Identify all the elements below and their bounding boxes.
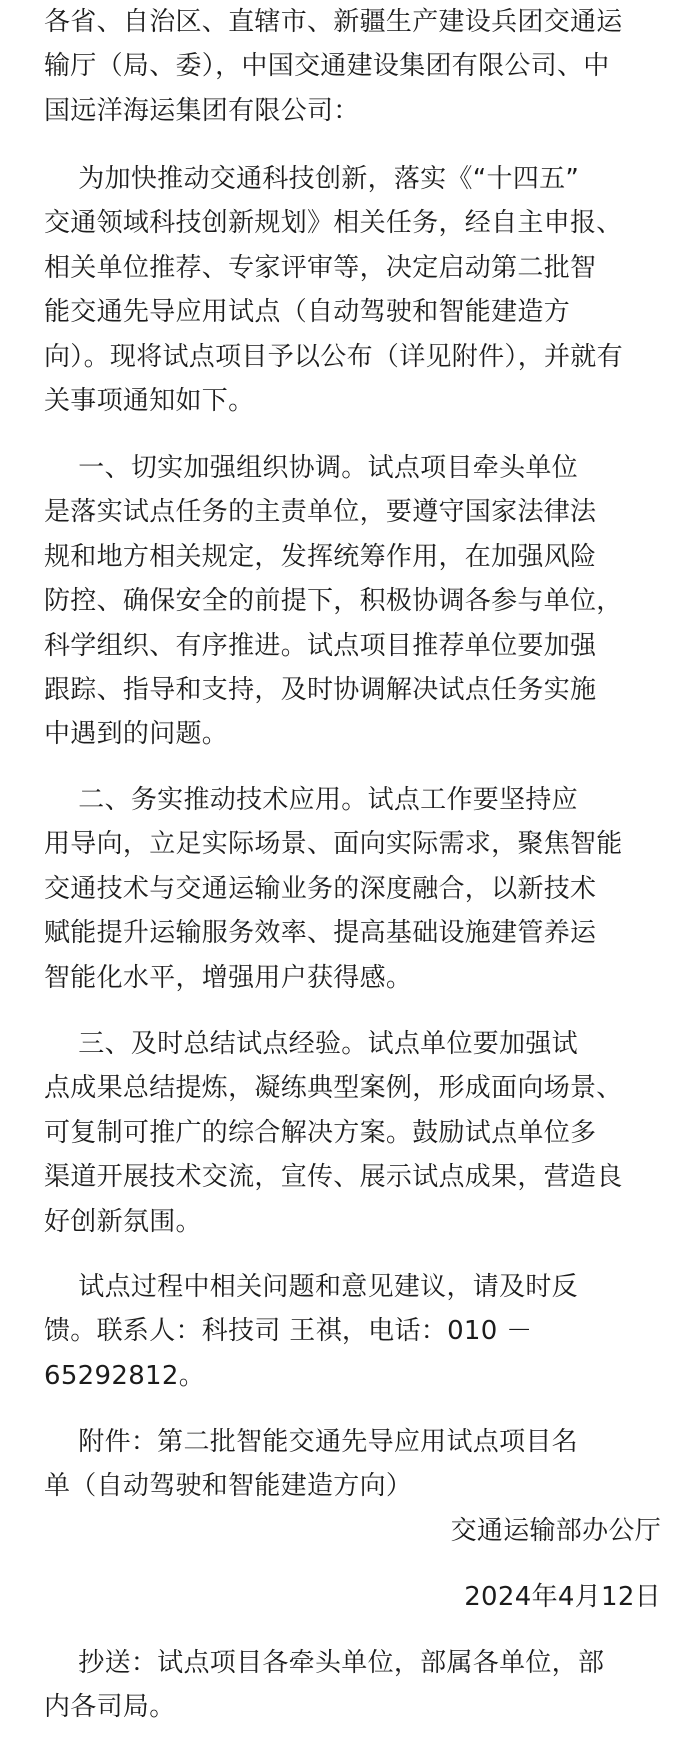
contact-line: 馈。联系人：科技司 王祺，电话：010 － — [44, 1316, 533, 1347]
attachment-line: 单（自动驾驶和智能建造方向） — [44, 1471, 413, 1502]
item-one-line: 防控、确保安全的前提下，积极协调各参与单位， — [44, 586, 623, 617]
item-three-line: 好创新氛围。 — [44, 1206, 202, 1237]
item-three-line: 渠道开展技术交流，宣传、展示试点成果，营造良 — [44, 1162, 623, 1193]
intro-line: 为加快推动交通科技创新，落实《“十四五” — [44, 164, 580, 194]
item-three-line: 可复制可推广的综合解决方案。鼓励试点单位多 — [44, 1117, 597, 1148]
cc-paragraph — [44, 1641, 604, 1730]
item-three-paragraph — [44, 1022, 623, 1244]
item-two-line: 交通技术与交通运输业务的深度融合，以新技术 — [44, 873, 597, 904]
intro-paragraph — [44, 157, 623, 423]
address-line: 各省、自治区、直辖市、新疆生产建设兵团交通运 — [44, 7, 623, 37]
item-one-line: 科学组织、有序推进。试点项目推荐单位要加强 — [44, 630, 597, 661]
address-line: 国远洋海运集团有限公司： — [44, 95, 360, 126]
attachment-line: 附件：第二批智能交通先导应用试点项目名 — [44, 1427, 578, 1457]
item-two-line: 赋能提升运输服务效率、提高基础设施建管养运 — [44, 918, 597, 949]
intro-line: 向）。现将试点项目予以公布（详见附件），并就有 — [44, 341, 623, 372]
item-one-paragraph — [44, 446, 623, 757]
address-line: 输厅（局、委），中国交通建设集团有限公司、中 — [44, 51, 610, 82]
item-two-line: 用导向，立足实际场景、面向实际需求，聚焦智能 — [44, 829, 623, 860]
item-three-line: 三、及时总结试点经验。试点单位要加强试 — [44, 1029, 578, 1059]
item-one-line: 是落实试点任务的主责单位，要遵守国家法律法 — [44, 497, 597, 528]
item-two-line: 智能化水平，增强用户获得感。 — [44, 962, 413, 993]
cc-line: 抄送：试点项目各牵头单位，部属各单位，部 — [44, 1648, 605, 1678]
contact-line: 试点过程中相关问题和意见建议，请及时反 — [44, 1272, 578, 1302]
intro-line: 相关单位推荐、专家评审等，决定启动第二批智 — [44, 252, 597, 283]
item-one-line: 中遇到的问题。 — [44, 719, 229, 750]
item-one-line: 一、切实加强组织协调。试点项目牵头单位 — [44, 453, 578, 483]
item-one-line: 跟踪、指导和支持，及时协调解决试点任务实施 — [44, 675, 597, 706]
address-paragraph — [44, 0, 623, 133]
attachment-paragraph — [44, 1420, 578, 1509]
intro-line: 关事项通知如下。 — [44, 386, 255, 417]
contact-line: 65292812。 — [44, 1360, 206, 1391]
item-one-line: 规和地方相关规定，发挥统筹作用，在加强风险 — [44, 541, 597, 572]
issue-date: 2024年4月12日 — [464, 1582, 661, 1612]
item-two-paragraph — [44, 778, 623, 1000]
intro-line: 交通领域科技创新规划》相关任务，经自主申报、 — [44, 208, 623, 239]
issuer-signature: 交通运输部办公厅 — [450, 1516, 661, 1546]
contact-paragraph — [44, 1265, 578, 1398]
intro-line: 能交通先导应用试点（自动驾驶和智能建造方 — [44, 297, 571, 328]
cc-line: 内各司局。 — [44, 1692, 176, 1723]
item-two-line: 二、务实推动技术应用。试点工作要坚持应 — [44, 785, 578, 815]
item-three-line: 点成果总结提炼，凝练典型案例，形成面向场景、 — [44, 1073, 623, 1104]
